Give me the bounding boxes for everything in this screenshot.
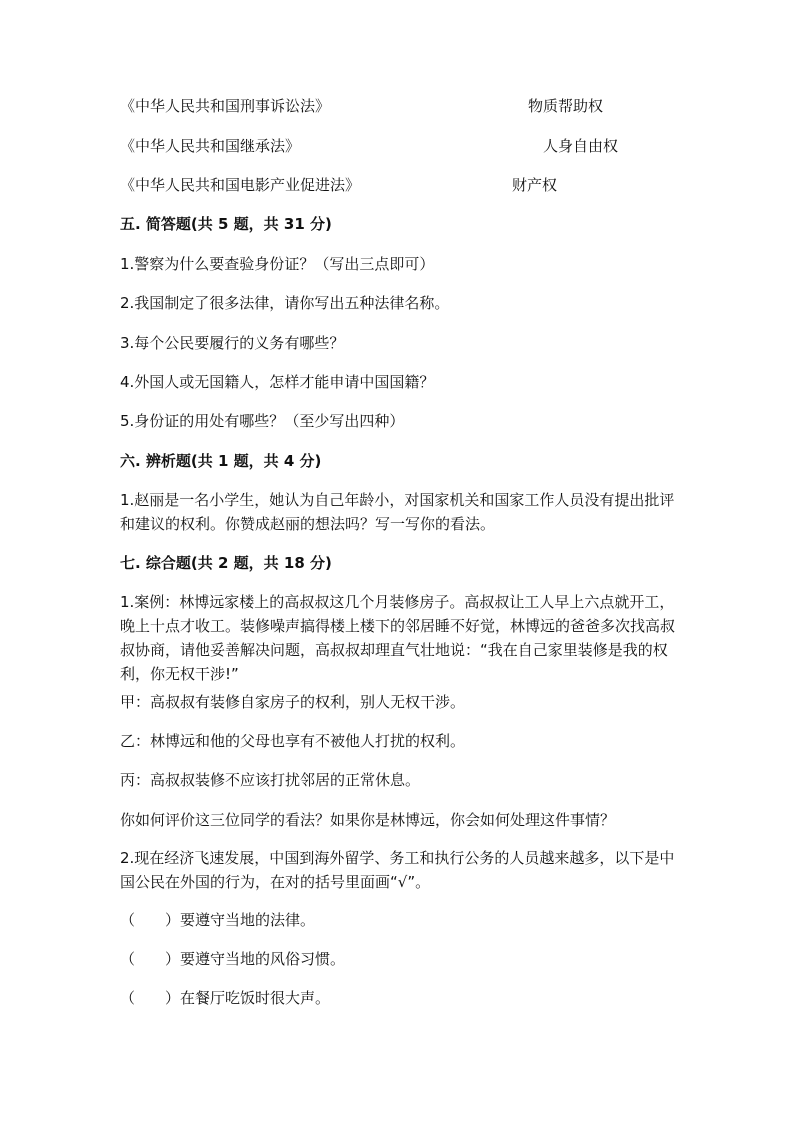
matching-right-3: 财产权 — [512, 176, 558, 194]
section6-question-1: 1.赵丽是一名小学生，她认为自己年龄小，对国家机关和国家工作人员没有提出批评和建议的权利。你赞成赵丽的想法吗？写一写你的看法。 — [120, 491, 675, 533]
check-item-3: （ ）在餐厅吃饭时很大声。 — [120, 989, 331, 1007]
opinion-jia: 甲：高叔叔有装修自家房子的权利，别人无权干涉。 — [120, 693, 466, 711]
section7-question-2: 2.现在经济飞速发展，中国到海外留学、务工和执行公务的人员越来越多，以下是中国公民在外国的行为，在对的括号里面画“√”。 — [120, 849, 675, 891]
matching-right-2: 人身自由权 — [543, 137, 619, 155]
matching-law-1: 《中华人民共和国刑事诉讼法》 — [120, 97, 331, 115]
section5-question-5: 5.身份证的用处有哪些？（至少写出四种） — [120, 412, 405, 430]
section5-question-2: 2.我国制定了很多法律，请你写出五种法律名称。 — [120, 294, 450, 312]
check-item-1: （ ）要遵守当地的法律。 — [120, 911, 316, 929]
section5-question-1: 1.警察为什么要查验身份证？（写出三点即可） — [120, 255, 435, 273]
matching-right-1: 物质帮助权 — [528, 97, 604, 115]
section6-heading: 六. 辨析题(共 1 题，共 4 分) — [120, 452, 322, 470]
check-item-2: （ ）要遵守当地的风俗习惯。 — [120, 950, 346, 968]
section7-heading: 七. 综合题(共 2 题，共 18 分) — [120, 554, 332, 572]
opinion-yi: 乙：林博远和他的父母也享有不被他人打扰的权利。 — [120, 732, 466, 750]
matching-law-2: 《中华人民共和国继承法》 — [120, 137, 301, 155]
section7-case: 1.案例：林博远家楼上的高叔叔这几个月装修房子。高叔叔让工人早上六点就开工，晚上十点才收工。装修噪声搞得楼上楼下的邻居睡不好觉，林博远的爸爸多次找高叔叔协商，请他妥善解决问题，高叔叔却理直气壮地说：“我在自己家里装修是我的权利，你无权干涉!” — [120, 593, 676, 683]
section5-question-3: 3.每个公民要履行的义务有哪些？ — [120, 334, 345, 352]
section7-ask: 你如何评价这三位同学的看法？如果你是林博远，你会如何处理这件事情？ — [120, 811, 616, 829]
matching-law-3: 《中华人民共和国电影产业促进法》 — [120, 176, 361, 194]
section5-question-4: 4.外国人或无国籍人，怎样才能申请中国国籍？ — [120, 373, 435, 391]
section5-heading: 五. 简答题(共 5 题，共 31 分) — [120, 215, 332, 233]
opinion-bing: 丙：高叔叔装修不应该打扰邻居的正常休息。 — [120, 771, 421, 789]
